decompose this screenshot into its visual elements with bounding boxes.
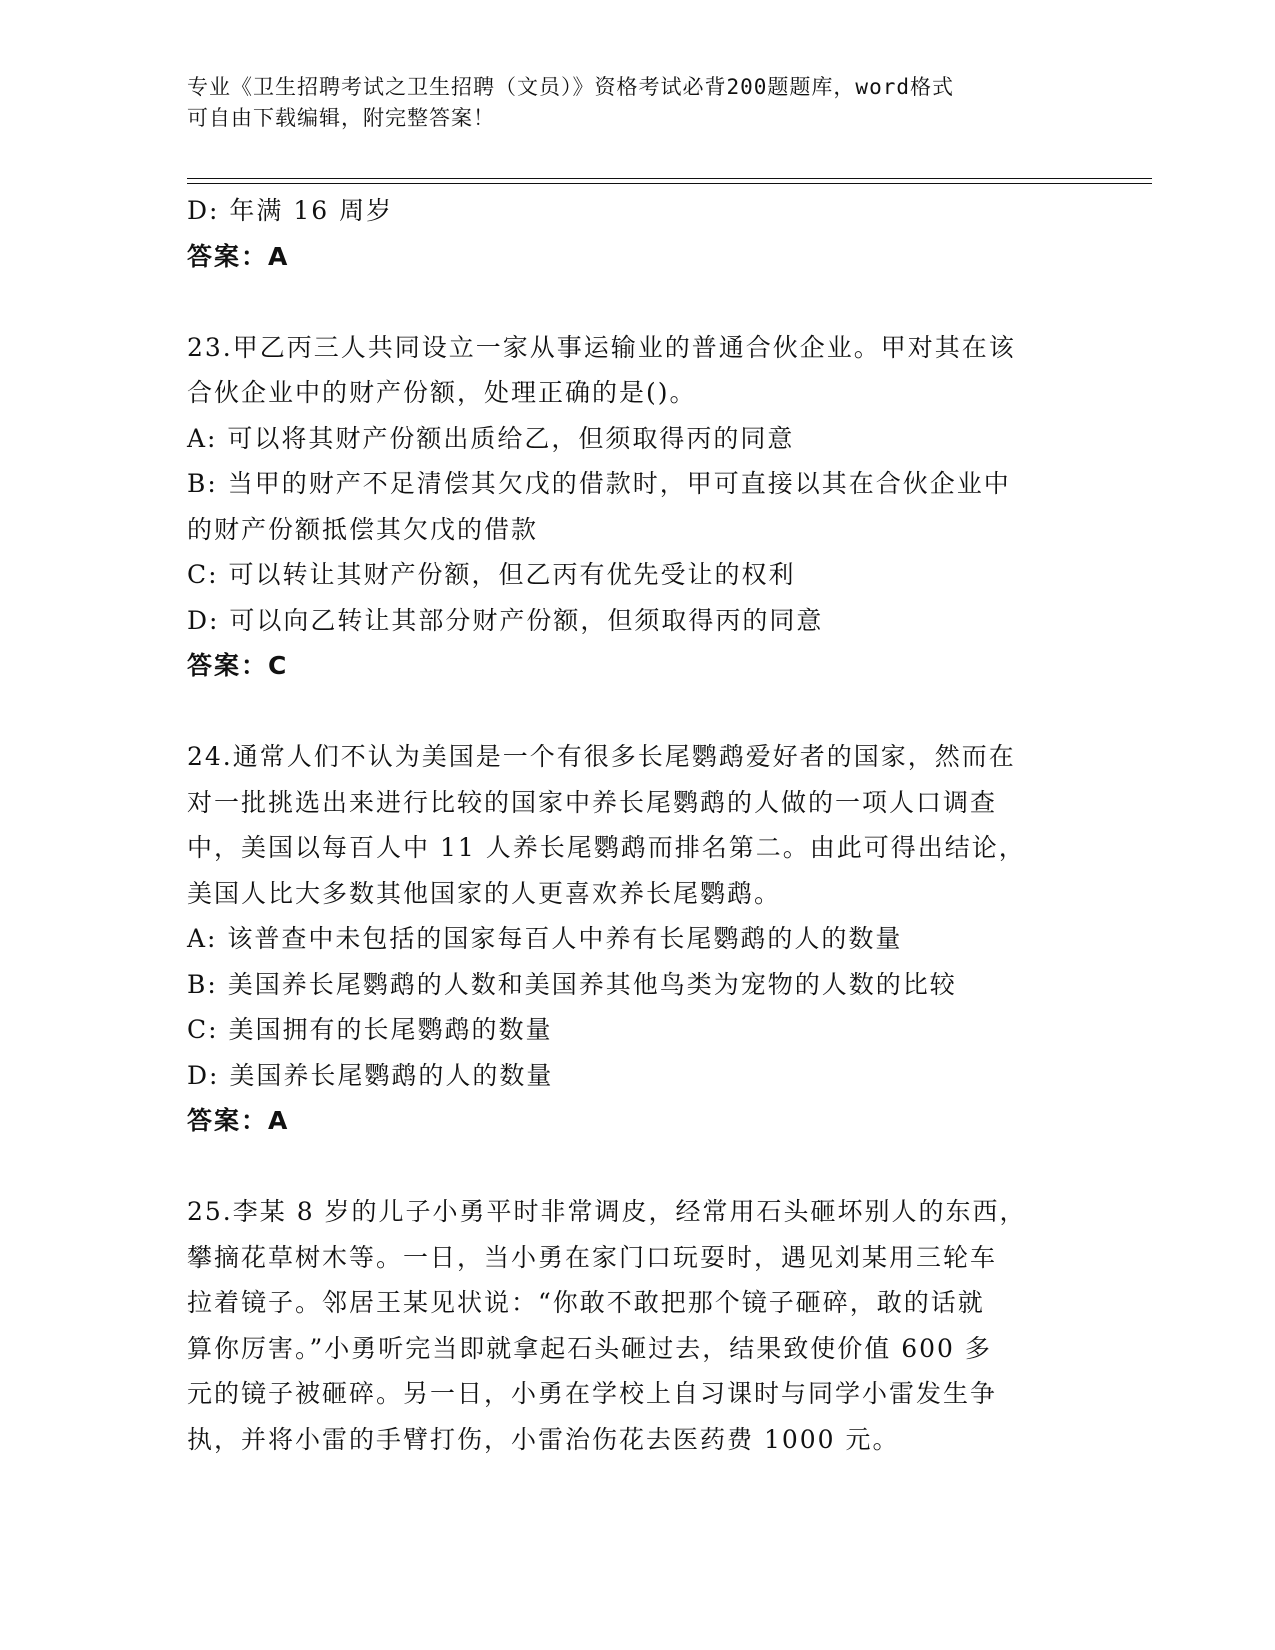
answer: 答案：A bbox=[187, 1106, 290, 1135]
header-divider-top bbox=[187, 178, 1152, 179]
question-23 bbox=[187, 325, 1067, 689]
spacer bbox=[187, 279, 1067, 325]
question-stem: 拉着镜子。邻居王某见状说：“你敢不敢把那个镜子砸碎，敢的话就 bbox=[187, 1288, 985, 1317]
question-stem: 中，美国以每百人中 11 人养长尾鹦鹉而排名第二。由此可得出结论， bbox=[187, 833, 1026, 862]
question-stem: 美国人比大多数其他国家的人更喜欢养长尾鹦鹉。 bbox=[187, 878, 782, 908]
option-d: D: 美国养长尾鹦鹉的人的数量 bbox=[187, 1060, 554, 1090]
option-a: A: 该普查中未包括的国家每百人中养有长尾鹦鹉的人的数量 bbox=[187, 924, 903, 953]
page-header bbox=[187, 72, 1067, 134]
option-b: B: 当甲的财产不足清偿其欠戊的借款时，甲可直接以其在合伙企业中 bbox=[187, 469, 1011, 498]
header-title-line-1: 专业《卫生招聘考试之卫生招聘（文员）》资格考试必背200题题库，word格式 bbox=[187, 75, 954, 99]
question-stem: 攀摘花草树木等。一日，当小勇在家门口玩耍时，遇见刘某用三轮车 bbox=[187, 1242, 998, 1272]
question-stem: 对一批挑选出来进行比较的国家中养长尾鹦鹉的人做的一项人口调查 bbox=[187, 787, 998, 817]
option-c: C: 美国拥有的长尾鹦鹉的数量 bbox=[187, 1015, 553, 1044]
spacer bbox=[187, 1144, 1067, 1190]
question-stem: 24.通常人们不认为美国是一个有很多长尾鹦鹉爱好者的国家，然而在 bbox=[187, 742, 1016, 771]
question-stem: 合伙企业中的财产份额，处理正确的是()。 bbox=[187, 378, 697, 407]
option-c: C: 可以转让其财产份额，但乙丙有优先受让的权利 bbox=[187, 560, 796, 589]
question-stem: 算你厉害。”小勇听完当即就拿起石头砸过去，结果致使价值 600 多 bbox=[187, 1333, 992, 1363]
question-stem: 23.甲乙丙三人共同设立一家从事运输业的普通合伙企业。甲对其在该 bbox=[187, 332, 1016, 362]
answer: 答案：A bbox=[187, 241, 290, 271]
question-25 bbox=[187, 1189, 1067, 1462]
option-d: D: 年满 16 周岁 bbox=[187, 196, 394, 225]
answer: 答案：C bbox=[187, 651, 289, 680]
question-stem: 25.李某 8 岁的儿子小勇平时非常调皮，经常用石头砸坏别人的东西， bbox=[187, 1197, 1027, 1226]
option-a: A: 可以将其财产份额出质给乙，但须取得丙的同意 bbox=[187, 423, 795, 453]
question-stem: 元的镜子被砸碎。另一日，小勇在学校上自习课时与同学小雷发生争 bbox=[187, 1379, 998, 1408]
question-content bbox=[187, 188, 1067, 1462]
spacer bbox=[187, 689, 1067, 735]
option-b: B: 美国养长尾鹦鹉的人数和美国养其他鸟类为宠物的人数的比较 bbox=[187, 969, 957, 999]
question-24 bbox=[187, 734, 1067, 1144]
option-d: D: 可以向乙转让其部分财产份额，但须取得丙的同意 bbox=[187, 605, 824, 635]
header-title-line-2: 可自由下载编辑，附完整答案！ bbox=[187, 106, 495, 130]
question-22 bbox=[187, 188, 1067, 279]
header-divider-bottom bbox=[187, 183, 1152, 184]
option-b-continued: 的财产份额抵偿其欠戊的借款 bbox=[187, 514, 539, 544]
question-stem: 执，并将小雷的手臂打伤，小雷治伤花去医药费 1000 元。 bbox=[187, 1424, 900, 1454]
